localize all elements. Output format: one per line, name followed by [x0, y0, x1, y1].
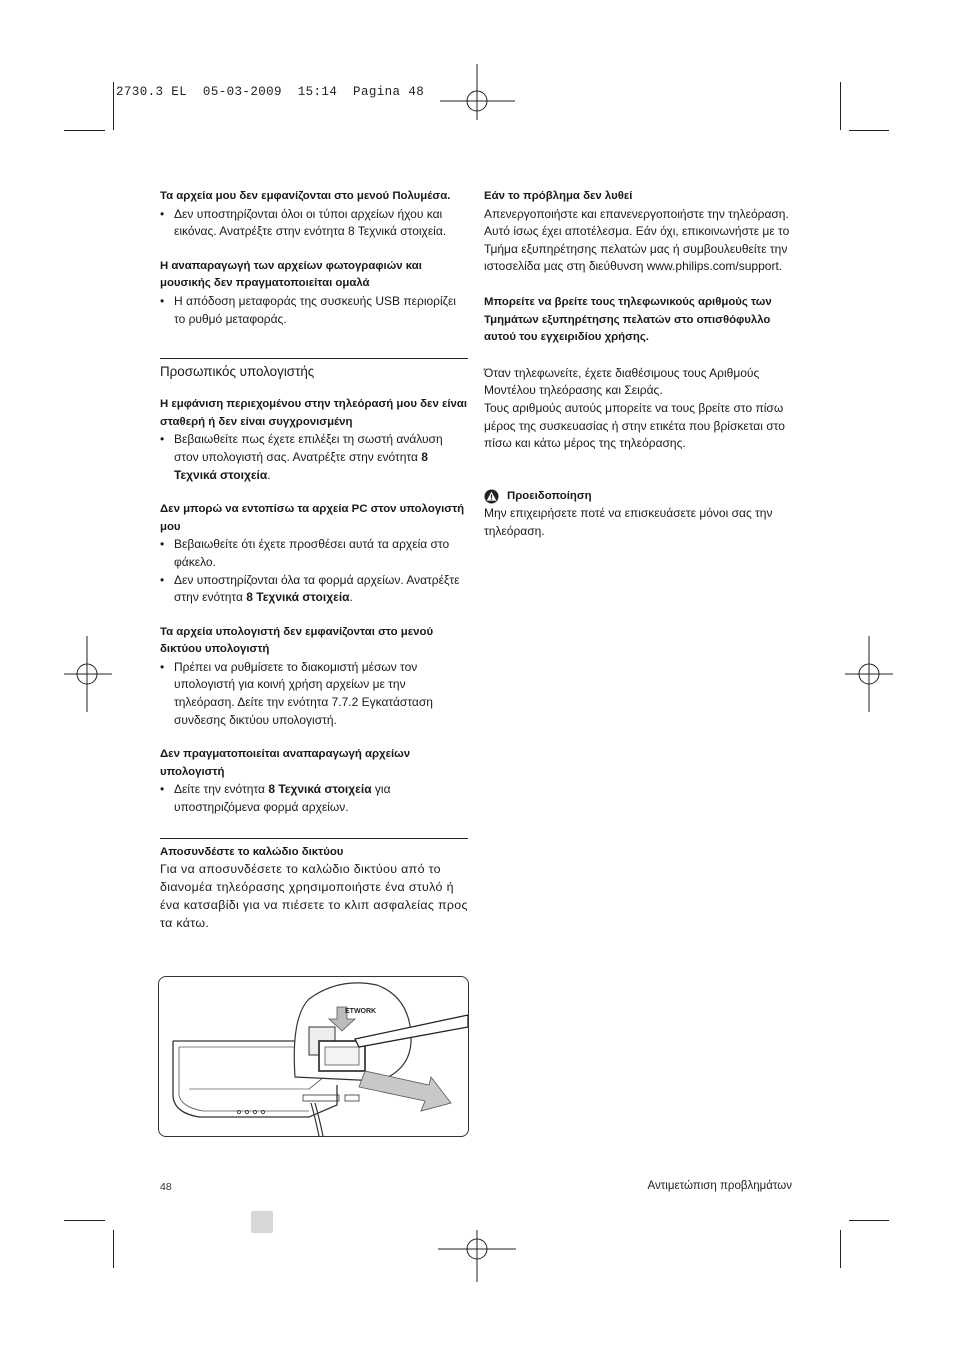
print-slug: 2730.3 EL 05-03-2009 15:14 Pagina 48 [116, 85, 425, 99]
warning-heading: Προειδοποίηση [507, 489, 592, 502]
list-item: • Δεν υποστηρίζονται όλα τα φορμά αρχείων. Ανατρέξτε στην ενότητα 8 Τεχνικά στοιχεία. [160, 572, 468, 607]
disconnect-cable-heading: Αποσυνδέστε το καλώδιο δικτύου [160, 845, 344, 858]
network-port-label: ETWORK [345, 1008, 377, 1015]
list-item: • Πρέπει να ρυθμίσετε το διακομιστή μέσων τον υπολογιστή για κοινή χρήση αρχείων με την τηλεόραση. Δείτε την ενότητα 7.7.2 Εγκατάσταση συνδεσης δικτύου υπολογιστή. [160, 659, 468, 729]
crop-mark [64, 1220, 105, 1221]
pc-files-not-found-heading: Δεν μπορώ να εντοπίσω τα αρχεία PC στον υπολογιστή μου [160, 503, 465, 533]
playback-not-smooth-heading: Η αναπαραγωγή των αρχείων φωτογραφιών και μουσικής δεν πραγματοποιείται ομαλά [160, 259, 422, 290]
chapter-reference: 8 Τεχνικά στοιχεία [174, 449, 428, 482]
bullet-list [160, 659, 468, 729]
registration-mark-left [62, 636, 112, 712]
registration-mark-bottom [438, 1212, 516, 1282]
bullet-list [160, 431, 468, 484]
warning-text: Μην επιχειρήσετε ποτέ να επισκευάσετε μόνοι σας την τηλεόραση. [484, 506, 773, 538]
list-item: • Βεβαιωθείτε ότι έχετε προσθέσει αυτά τα αρχεία στο φάκελο. [160, 536, 468, 571]
crop-mark [849, 1220, 889, 1221]
crop-mark [64, 130, 105, 131]
list-item: • Βεβαιωθείτε πως έχετε επιλέξει τη σωστή ανάλυση στον υπολογιστή σας. Ανατρέξτε στην ενότητα 8 Τεχνικά στοιχεία. [160, 431, 468, 484]
bullet-list [160, 293, 468, 328]
customer-care-heading: Μπορείτε να βρείτε τους τηλεφωνικούς αριθμούς των Τμημάτων εξυπηρέτησης πελατών στο οπισθόφυλλο αυτού του εγχειριδίου χρήσης. [484, 295, 772, 344]
problem-not-solved-heading: Εάν το πρόβλημα δεν λυθεί [484, 190, 633, 202]
bullet-list [160, 206, 468, 241]
crop-mark [113, 1230, 114, 1268]
registration-mark-right [845, 636, 895, 712]
pc-files-not-in-network-menu-heading: Τα αρχεία υπολογιστή δεν εμφανίζονται στο μενού δικτύου υπολογιστή [160, 625, 434, 656]
crop-mark [840, 1230, 841, 1268]
list-item: • Δείτε την ενότητα 8 Τεχνικά στοιχεία για υποστηριζόμενα φορμά αρχείων. [160, 781, 468, 816]
crop-mark [840, 82, 841, 130]
tv-hub-drawing [159, 977, 468, 1136]
model-numbers-location-text: Τους αριθμούς αυτούς μπορείτε να τους βρείτε στο πίσω μέρος της συσκευασίας ή στην ετικέτα που βρίσκεται στο πίσω και κάτω μέρος της τηλεόρασης. [484, 400, 785, 451]
list-item: • Η απόδοση μεταφοράς της συσκευής USB περιορίζει το ρυθμό μεταφοράς. [160, 293, 468, 328]
chapter-reference: 8 Τεχνικά στοιχεία [268, 782, 372, 797]
bullet-list [160, 781, 468, 816]
pc-files-no-playback-heading: Δεν πραγματοποιείται αναπαραγωγή αρχείων υπολογιστή [160, 748, 411, 778]
crop-mark [113, 82, 114, 130]
network-cable-illustration [158, 976, 469, 1137]
bullet-list [160, 536, 468, 606]
warning-heading-row [484, 488, 794, 506]
page-tab-marker [251, 1211, 273, 1233]
chapter-title: Αντιμετώπιση προβλημάτων [647, 1180, 792, 1192]
disconnect-cable-text: Για να αποσυνδέσετε το καλώδιο δικτύου από το διανομέα τηλεόρασης χρησιμοποιήστε ένα στυλό ή ένα κατσαβίδι για να πιέσετε το κλιπ ασφαλείας προς τα κάτω. [160, 862, 468, 930]
chapter-reference: 8 Τεχνικά στοιχεία [246, 590, 350, 605]
section-title-pc: Προσωπικός υπολογιστής [160, 364, 315, 380]
unstable-display-heading: Η εμφάνιση περιεχομένου στην τηλεόρασή μου δεν είναι σταθερή ή δεν είναι συγχρονισμένη [160, 398, 468, 428]
model-numbers-text: Όταν τηλεφωνείτε, έχετε διαθέσιμους τους Αριθμούς Μοντέλου τηλεόρασης και Σειράς. [484, 365, 760, 398]
problem-not-solved-text: Απενεργοποιήστε και επανενεργοποιήστε την τηλεόραση. Αυτό ίσως έχει αποτέλεσμα. Εάν όχι, επικοινωνήστε με το Τμήμα εξυπηρέτησης πελατών μας ή συμβουλευθείτε την ιστοσελίδα μας στη διεύθυνση www.philips.com/support. [484, 206, 790, 274]
media-files-not-shown-heading: Τα αρχεία μου δεν εμφανίζονται στο μενού Πολυμέσα. [160, 190, 451, 202]
warning-icon [484, 489, 499, 504]
right-column [484, 188, 794, 541]
list-item: • Δεν υποστηρίζονται όλοι οι τύποι αρχείων ήχου και εικόνας. Ανατρέξτε στην ενότητα 8 Τεχνικά στοιχεία. [160, 206, 468, 241]
crop-mark [849, 130, 889, 131]
registration-mark-top [440, 64, 516, 140]
left-column [160, 188, 468, 932]
page-number: 48 [160, 1181, 172, 1193]
